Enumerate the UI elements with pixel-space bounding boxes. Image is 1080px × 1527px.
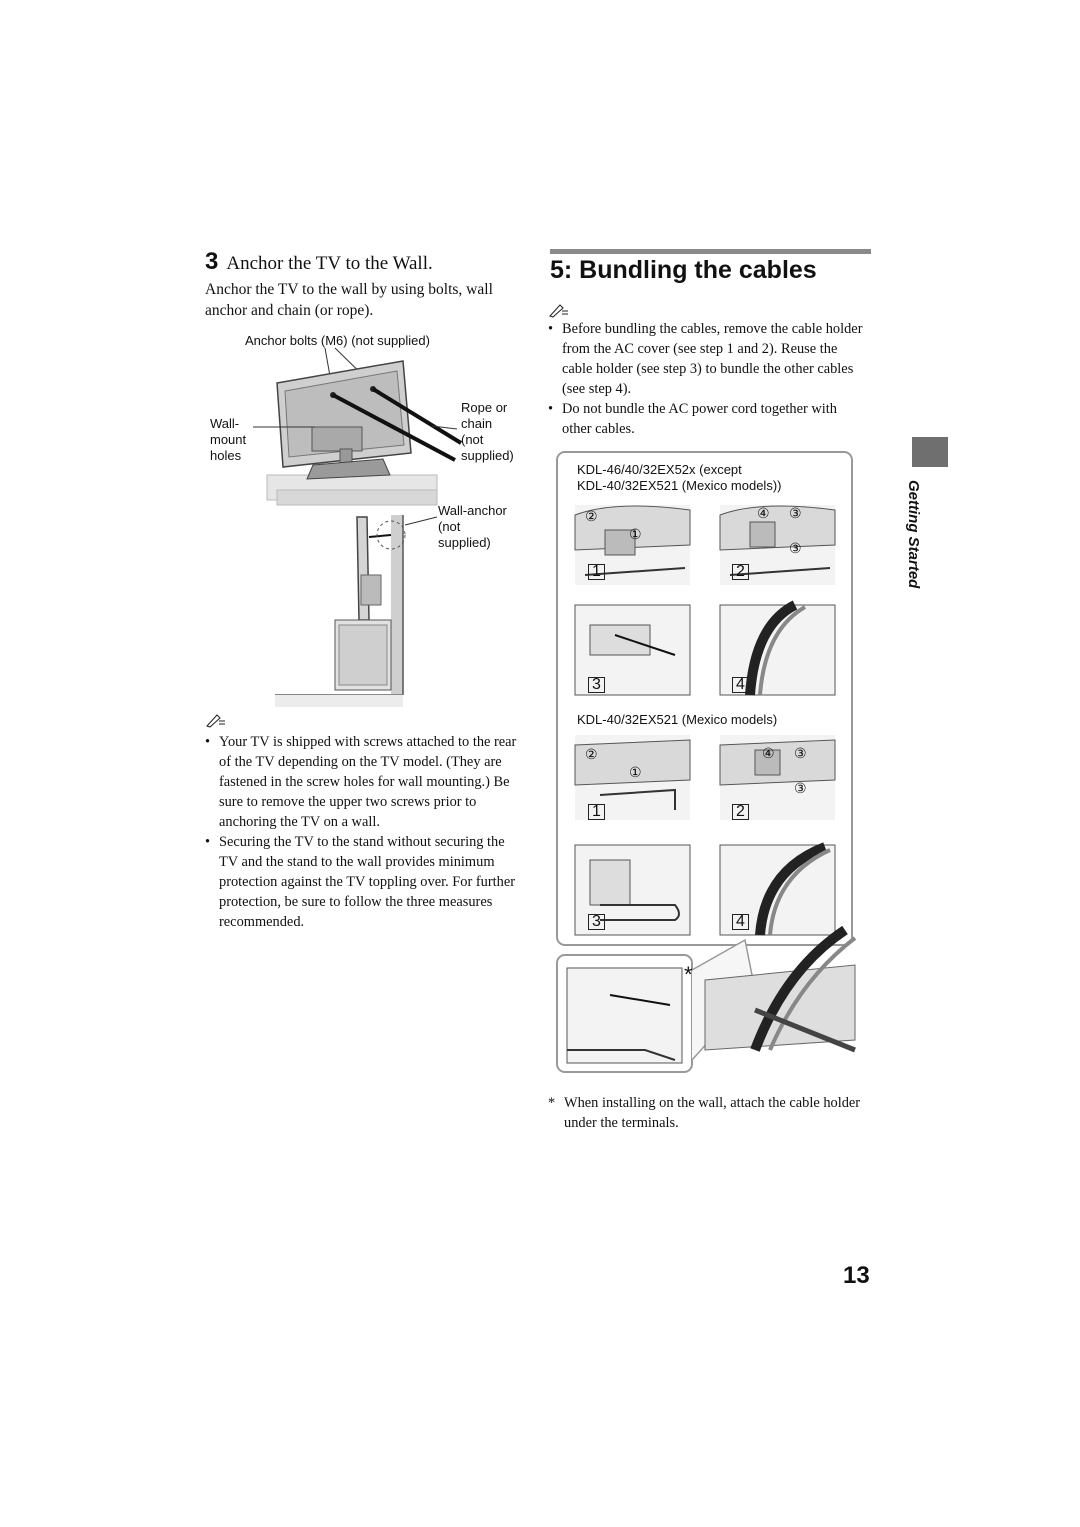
cable-bundling-illustration [555, 450, 865, 1075]
callout-3: ③ [794, 745, 807, 761]
group1-caption: KDL-46/40/32EX52x (except KDL-40/32EX521 (Mexico models)) [577, 462, 782, 493]
step-label-4: 4 [732, 914, 749, 930]
left-notes-list [205, 732, 523, 932]
page-number: 13 [843, 1262, 870, 1289]
list-item: • Before bundling the cables, remove the cable holder from the AC cover (see step 1 and 2). Reuse the cable holder (see step 3) to bundle the other cables (see step 4). [548, 319, 866, 399]
callout-3: ③ [794, 780, 807, 796]
step-label-1: 1 [588, 804, 605, 820]
rope-or-chain-label: Rope or chain (not supplied) [461, 400, 514, 463]
list-item: • Your TV is shipped with screws attached to the rear of the TV depending on the TV model. (They are fastened in the screw holes for wall mounting.) Be sure to remove the upper two screws prior to anchoring the TV on a wall. [205, 732, 523, 832]
step-label-2: 2 [732, 564, 749, 580]
callout-2: ② [585, 508, 598, 524]
asterisk-marker: * [684, 962, 693, 987]
anchor-bolts-label: Anchor bolts (M6) (not supplied) [245, 333, 430, 348]
step-title: Anchor the TV to the Wall. [226, 253, 433, 274]
group2-caption: KDL-40/32EX521 (Mexico models) [577, 712, 778, 727]
callout-3: ③ [789, 540, 802, 556]
section-rule [550, 249, 871, 254]
callout-2: ② [585, 746, 598, 762]
step-label-3: 3 [588, 677, 605, 693]
list-item: • Securing the TV to the stand without securing the TV and the stand to the wall provides minimum protection against the TV toppling over. For further protection, be sure to follow the three measures recommended. [205, 832, 523, 932]
section-title: 5: Bundling the cables [550, 256, 817, 284]
callout-3: ③ [789, 505, 802, 521]
footnote [548, 1093, 868, 1133]
step-label-2: 2 [732, 804, 749, 820]
callout-4: ④ [757, 505, 770, 521]
step-number: 3 [205, 248, 219, 275]
callout-1: ① [629, 764, 642, 780]
note-icon [548, 302, 570, 318]
step-label-1: 1 [588, 564, 605, 580]
section-tab-marker [912, 437, 948, 467]
callout-1: ① [629, 526, 642, 542]
right-notes-list [548, 319, 866, 439]
step-label-3: 3 [588, 914, 605, 930]
note-icon [205, 712, 227, 728]
wall-mount-holes-label: Wall- mount holes [210, 416, 247, 463]
step-heading [205, 248, 433, 276]
footnote-text: When installing on the wall, attach the cable holder under the terminals. [564, 1095, 861, 1131]
step-label-4: 4 [732, 677, 749, 693]
side-tab-label: Getting Started [905, 480, 922, 589]
footnote-mark: * [548, 1095, 556, 1111]
callout-4: ④ [762, 745, 775, 761]
step-body: Anchor the TV to the wall by using bolts, wall anchor and chain (or rope). [205, 281, 493, 319]
wall-anchor-label: Wall-anchor (not supplied) [438, 503, 507, 550]
list-item: • Do not bundle the AC power cord together with other cables. [548, 399, 866, 439]
